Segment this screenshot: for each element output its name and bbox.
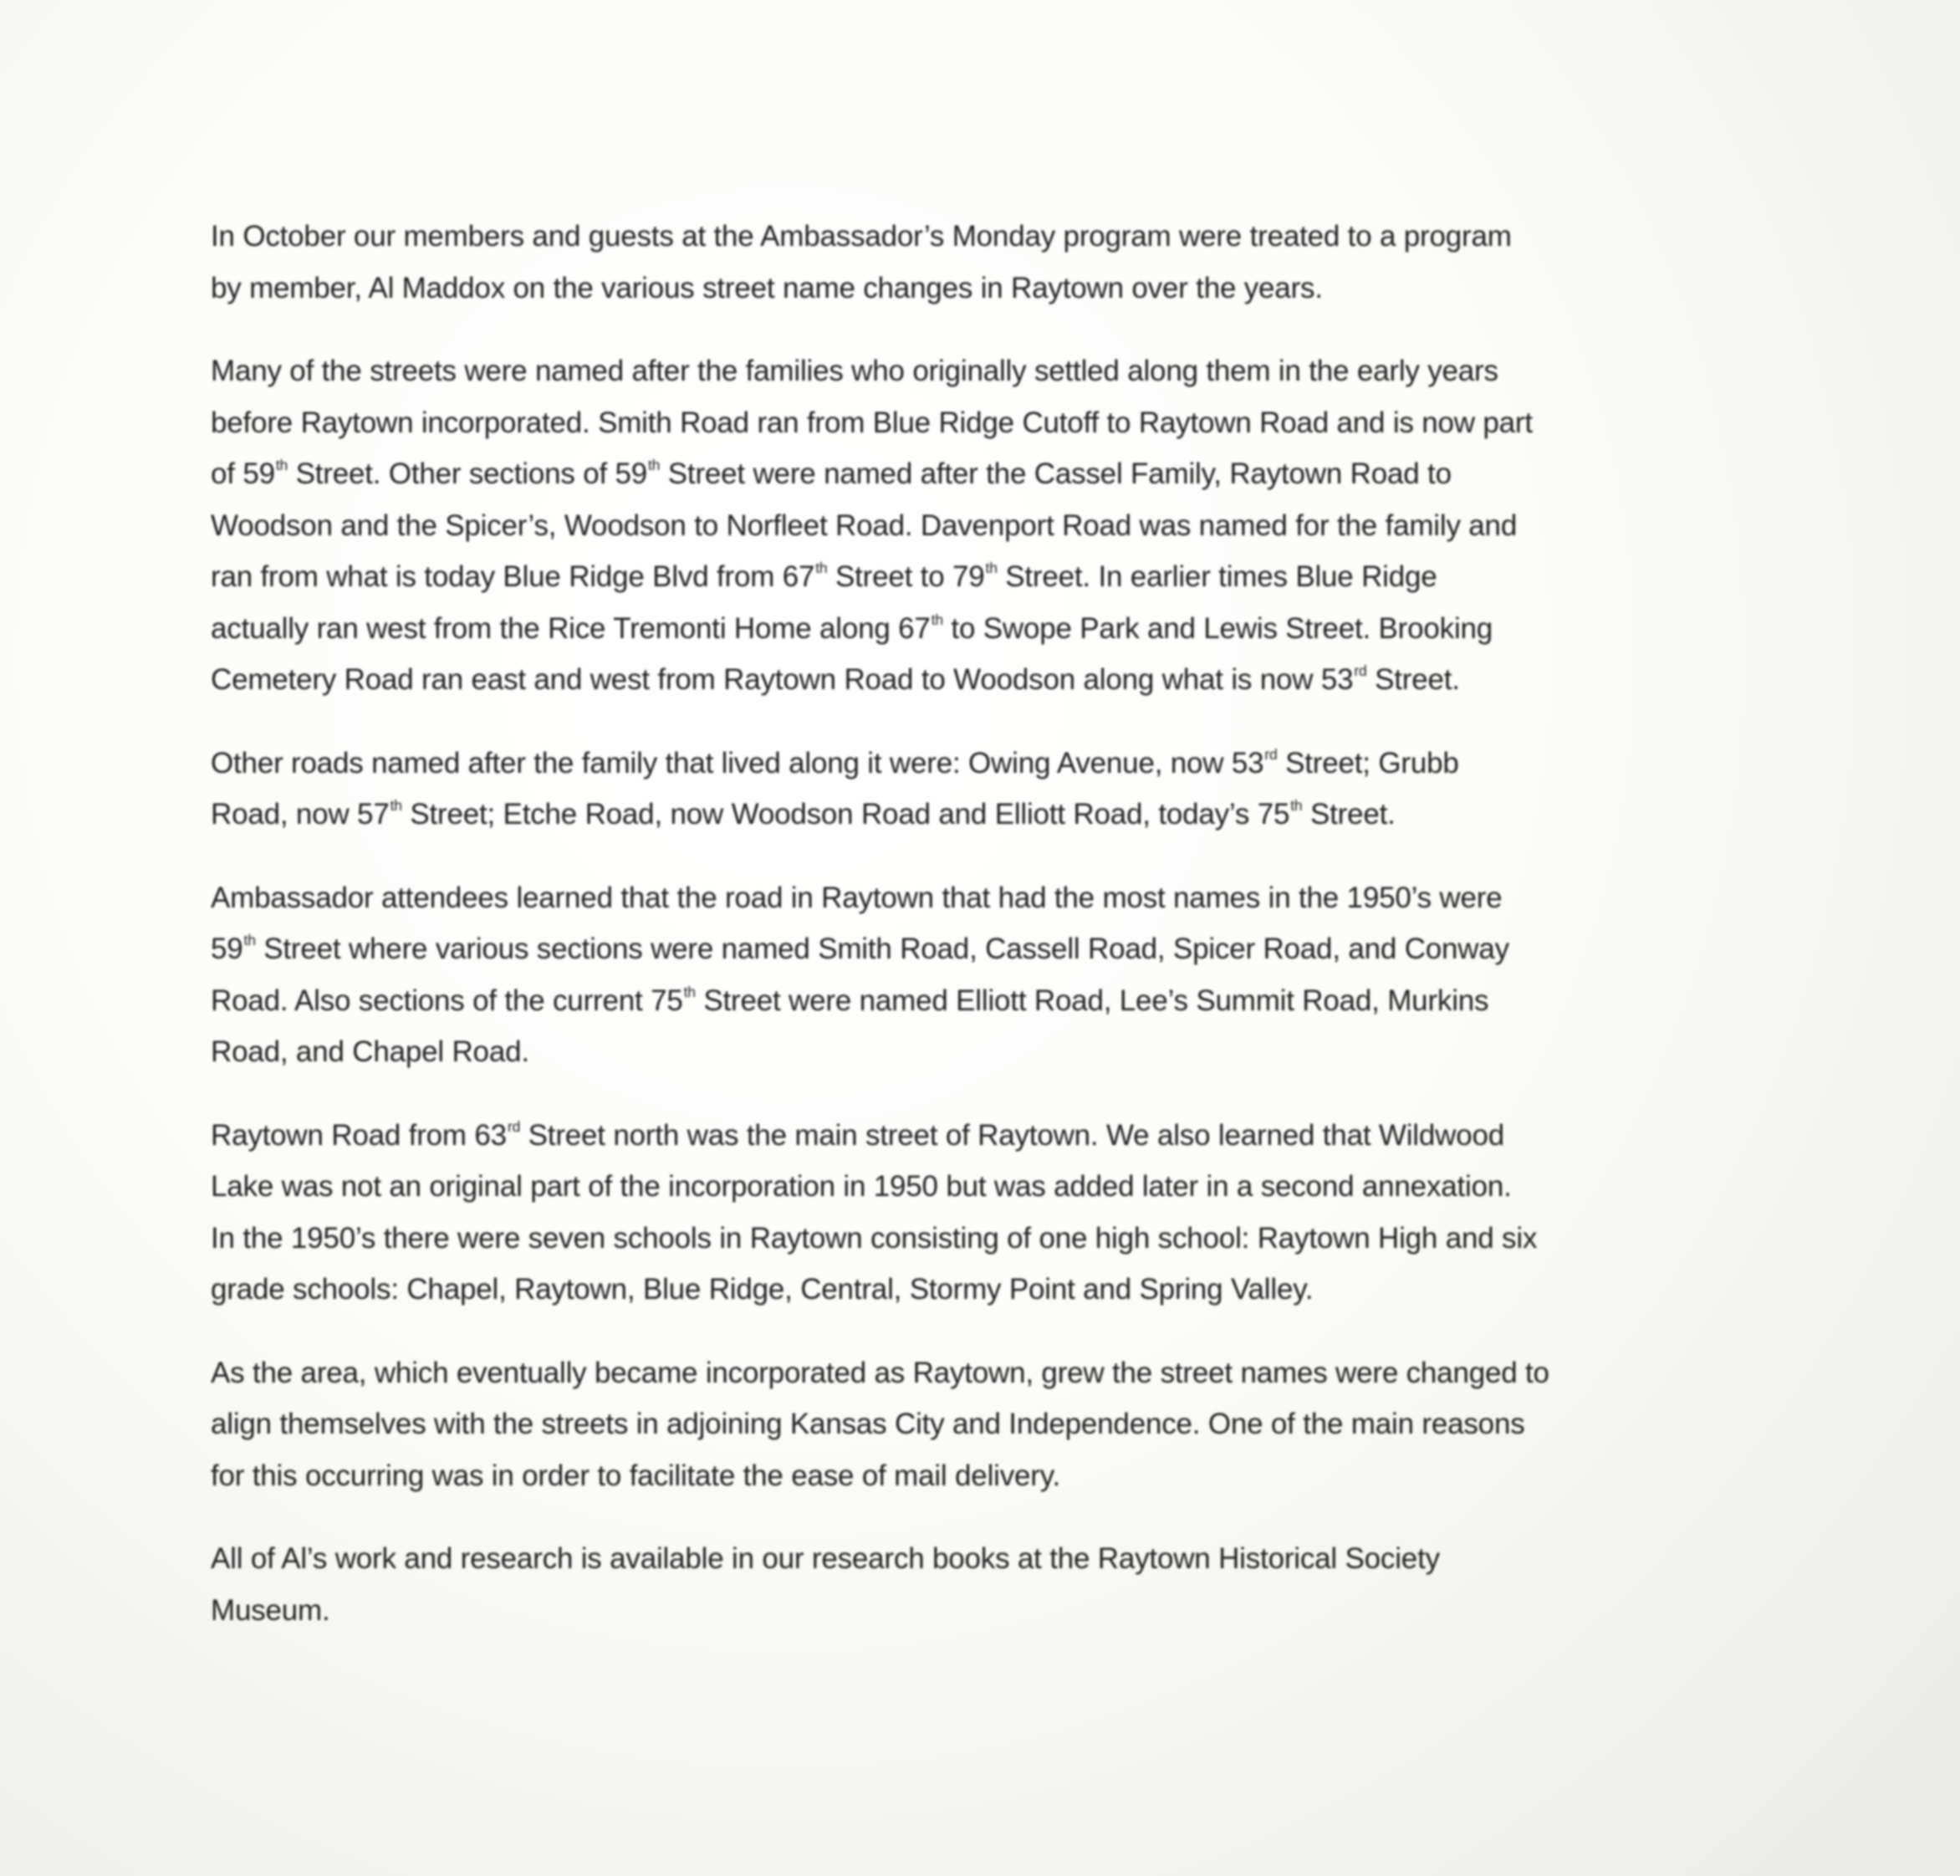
text-run: by member, Al Maddox on the various street name changes in Raytown over the years. bbox=[211, 271, 1323, 304]
paragraph-6 bbox=[211, 1347, 1783, 1502]
text-run: Cemetery Road ran east and west from Raytown Road to Woodson along what is now 53 bbox=[211, 663, 1354, 696]
text-run: ran from what is today Blue Ridge Blvd from 67 bbox=[211, 560, 815, 593]
text-run: As the area, which eventually became incorporated as Raytown, grew the street names were changed to bbox=[211, 1356, 1549, 1389]
text-line bbox=[211, 872, 1783, 924]
text-line bbox=[211, 654, 1783, 706]
ordinal-suffix: rd bbox=[1264, 745, 1278, 763]
ordinal-suffix: th bbox=[275, 457, 288, 474]
text-run: Street to 79 bbox=[827, 560, 985, 593]
ordinal-suffix: th bbox=[985, 560, 998, 577]
text-line bbox=[211, 1161, 1783, 1213]
ordinal-suffix: rd bbox=[1354, 662, 1367, 680]
text-run: Street; Etche Road, now Woodson Road and Elliott Road, today’s 75 bbox=[401, 798, 1290, 831]
text-run: Raytown Road from 63 bbox=[211, 1118, 507, 1152]
text-run: Street were named Elliott Road, Lee’s Summit Road, Murkins bbox=[695, 984, 1489, 1017]
text-line bbox=[211, 500, 1783, 552]
text-run: Street. In earlier times Blue Ridge bbox=[997, 560, 1437, 593]
text-run: Street were named after the Cassel Family, Raytown Road to bbox=[660, 457, 1452, 490]
text-run: All of Al’s work and research is available in our research books at the Raytown Historical Society bbox=[211, 1542, 1440, 1575]
text-run: Many of the streets were named after the families who originally settled along them in the early years bbox=[211, 355, 1498, 387]
text-run: In the 1950’s there were seven schools in Raytown consisting of one high school: Raytown High and six bbox=[211, 1221, 1538, 1255]
text-line bbox=[211, 789, 1783, 841]
paragraph-1 bbox=[211, 211, 1783, 314]
text-line bbox=[211, 1213, 1783, 1265]
text-run: actually ran west from the Rice Tremonti Home along 67 bbox=[211, 611, 931, 645]
paragraph-3 bbox=[211, 738, 1783, 841]
text-run: Road, and Chapel Road. bbox=[211, 1035, 529, 1068]
text-line bbox=[211, 263, 1783, 314]
text-line bbox=[211, 1264, 1783, 1316]
text-run: Woodson and the Spicer’s, Woodson to Norfleet Road. Davenport Road was named for the family and bbox=[211, 509, 1518, 542]
text-line bbox=[211, 397, 1783, 449]
ordinal-suffix: th bbox=[1290, 797, 1303, 815]
text-run: grade schools: Chapel, Raytown, Blue Ridge, Central, Stormy Point and Spring Valley. bbox=[211, 1273, 1314, 1306]
text-run: 59 bbox=[211, 933, 243, 965]
text-line bbox=[211, 738, 1783, 790]
text-line bbox=[211, 211, 1783, 263]
text-line bbox=[211, 1450, 1783, 1502]
ordinal-suffix: th bbox=[390, 797, 402, 815]
text-run: Street north was the main street of Raytown. We also learned that Wildwood bbox=[520, 1118, 1505, 1152]
text-run: In October our members and guests at the Ambassador’s Monday program were treated to a program bbox=[211, 220, 1512, 253]
text-run: before Raytown incorporated. Smith Road ran from Blue Ridge Cutoff to Raytown Road and is now part bbox=[211, 406, 1533, 439]
text-run: Street; Grubb bbox=[1277, 746, 1459, 780]
text-line bbox=[211, 1585, 1783, 1637]
text-run: Ambassador attendees learned that the road in Raytown that had the most names in the 1950’s were bbox=[211, 881, 1503, 914]
text-run: Street. bbox=[1302, 798, 1396, 831]
text-line bbox=[211, 923, 1783, 975]
text-run: align themselves with the streets in adjoining Kansas City and Independence. One of the main reasons bbox=[211, 1408, 1525, 1440]
text-run: of 59 bbox=[211, 457, 275, 490]
text-run: Street. Other sections of 59 bbox=[288, 457, 648, 490]
article-text bbox=[211, 211, 1783, 1636]
text-line bbox=[211, 975, 1783, 1027]
ordinal-suffix: th bbox=[683, 983, 696, 1000]
paragraph-4 bbox=[211, 872, 1783, 1078]
paragraph-7 bbox=[211, 1533, 1783, 1636]
text-run: Road. Also sections of the current 75 bbox=[211, 984, 683, 1017]
text-run: Lake was not an original part of the incorporation in 1950 but was added later in a second annexation. bbox=[211, 1170, 1512, 1203]
text-line bbox=[211, 1110, 1783, 1162]
ordinal-suffix: rd bbox=[507, 1117, 521, 1135]
text-run: for this occurring was in order to facilitate the ease of mail delivery. bbox=[211, 1459, 1060, 1492]
paragraph-2 bbox=[211, 345, 1783, 706]
text-run: to Swope Park and Lewis Street. Brooking bbox=[942, 611, 1493, 645]
text-line bbox=[211, 1026, 1783, 1078]
ordinal-suffix: th bbox=[815, 560, 828, 577]
text-line bbox=[211, 1533, 1783, 1585]
text-run: Other roads named after the family that lived along it were: Owing Avenue, now 53 bbox=[211, 746, 1264, 780]
paragraph-5 bbox=[211, 1110, 1783, 1316]
text-run: Road, now 57 bbox=[211, 798, 390, 831]
text-run: Museum. bbox=[211, 1593, 330, 1627]
ordinal-suffix: th bbox=[648, 457, 661, 474]
text-line bbox=[211, 551, 1783, 603]
text-line bbox=[211, 448, 1783, 500]
text-run: Street where various sections were named Smith Road, Cassell Road, Spicer Road, and Conway bbox=[255, 933, 1509, 965]
text-line bbox=[211, 1398, 1783, 1450]
text-run: Street. bbox=[1366, 663, 1460, 696]
text-line bbox=[211, 1347, 1783, 1399]
text-line bbox=[211, 603, 1783, 655]
ordinal-suffix: th bbox=[931, 611, 943, 628]
ordinal-suffix: th bbox=[243, 932, 256, 949]
text-line bbox=[211, 345, 1783, 397]
